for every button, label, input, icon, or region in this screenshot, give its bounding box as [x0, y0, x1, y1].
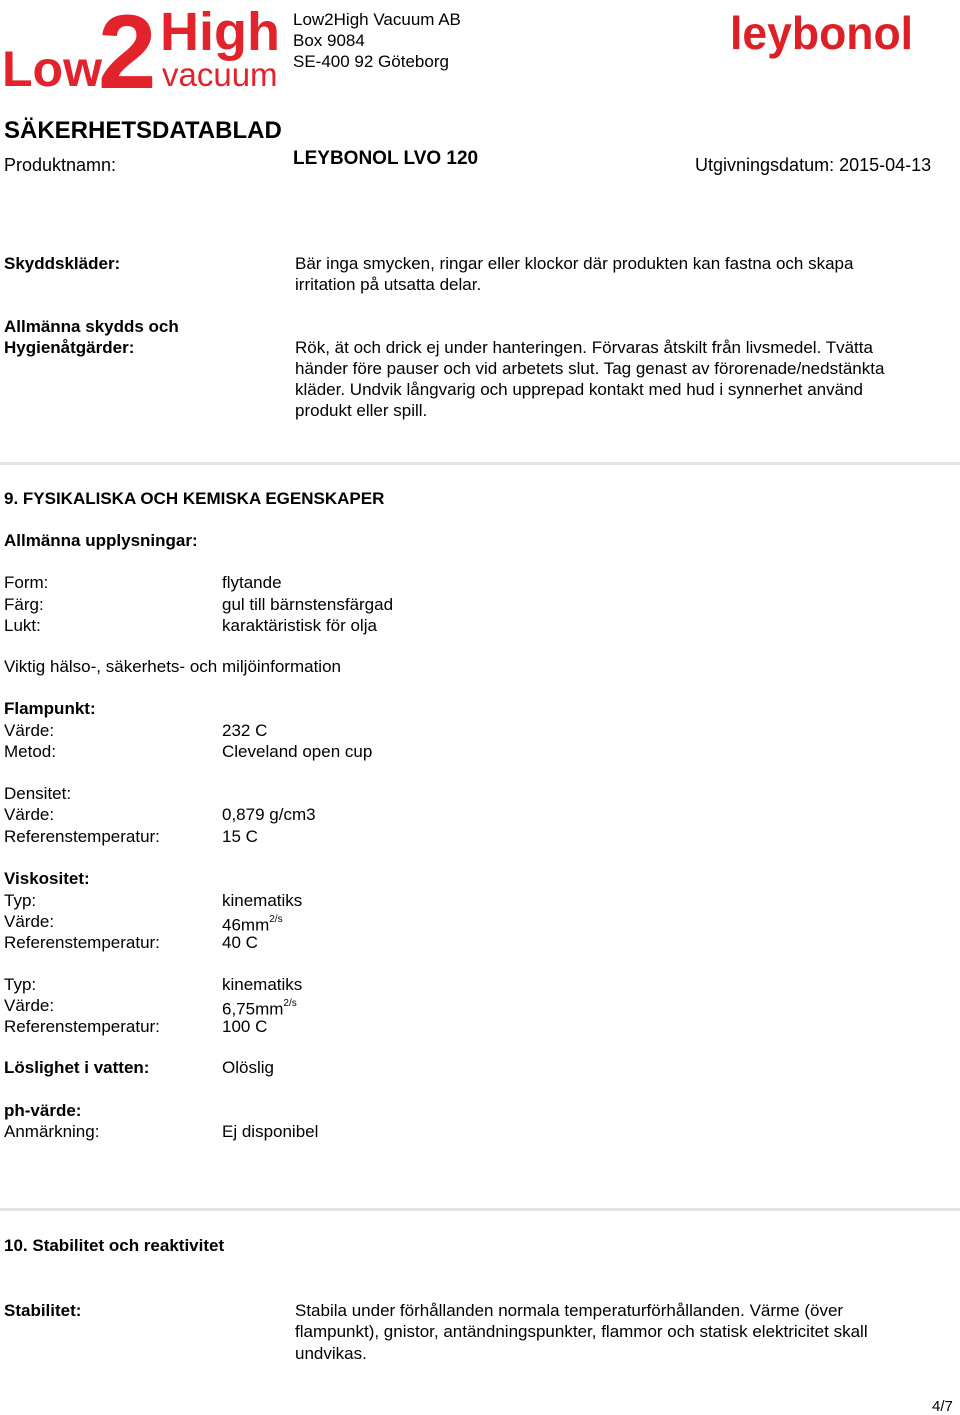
- clothing-text-line: irritation på utsatta delar.: [295, 275, 482, 294]
- viscosity-ref: 40 C: [222, 933, 258, 952]
- logo-vacuum-text: vacuum: [162, 56, 278, 93]
- flashpoint-heading: Flampunkt:: [4, 699, 96, 718]
- ph-heading: ph-värde:: [4, 1101, 82, 1120]
- general-info-heading: Allmänna upplysningar:: [4, 531, 198, 550]
- odor-value: karaktäristisk för olja: [222, 616, 377, 635]
- viscosity-ref-label: Referenstemperatur:: [4, 1017, 160, 1036]
- info-heading: Viktig hälso-, säkerhets- och miljöinformation: [4, 657, 341, 676]
- clothing-label: Skyddskläder:: [4, 254, 121, 273]
- hygiene-text-line: kläder. Undvik långvarig och upprepad kontakt med hud i synnerhet använd: [295, 380, 863, 399]
- hygiene-text-line: Rök, ät och drick ej under hanteringen. Förvaras åtskilt från livsmedel. Tvätta: [295, 338, 873, 357]
- solubility-value: Olöslig: [222, 1058, 274, 1077]
- viscosity-value-label: Värde:: [4, 912, 55, 931]
- viscosity-type-label: Typ:: [4, 891, 37, 910]
- density-ref-label: Referenstemperatur:: [4, 827, 160, 846]
- stability-text-line: undvikas.: [295, 1344, 367, 1363]
- low2high-logo: [0, 0, 285, 95]
- viscosity-type-label: Typ:: [4, 975, 37, 994]
- hygiene-label: Hygienåtgärder:: [4, 338, 135, 357]
- company-city: SE-400 92 Göteborg: [293, 52, 449, 71]
- stability-label: Stabilitet:: [4, 1301, 82, 1320]
- section9-title: 9. FYSIKALISKA OCH KEMISKA EGENSKAPER: [4, 489, 385, 508]
- document-title: SÄKERHETSDATABLAD: [4, 117, 282, 144]
- hygiene-text-line: händer före pauser och vid arbetets slut. Tag genast av förorenade/nedstänkta: [295, 359, 885, 378]
- color-value: gul till bärnstensfärgad: [222, 595, 394, 614]
- stability-text-line: Stabila under förhållanden normala temperaturförhållanden. Värme (över: [295, 1301, 844, 1320]
- ph-note-label: Anmärkning:: [4, 1122, 100, 1141]
- hygiene-text-line: produkt eller spill.: [295, 401, 428, 420]
- viscosity-value: $46mm^{2/s}$: [222, 914, 283, 935]
- viscosity-ref: 100 C: [222, 1017, 268, 1036]
- clothing-text-line: Bär inga smycken, ringar eller klockor där produkten kan fastna och skapa: [295, 254, 854, 273]
- logo-high-text: High: [160, 2, 280, 62]
- color-label: Färg:: [4, 595, 44, 614]
- form-label: Form:: [4, 573, 49, 592]
- section-divider: [0, 462, 960, 465]
- leybonol-logo: [728, 4, 918, 64]
- viscosity-unit-sup: 2/s: [269, 914, 283, 925]
- flashpoint-value: 232 C: [222, 721, 268, 740]
- density-heading: Densitet:: [4, 784, 72, 803]
- density-value: 0,879 g/cm3: [222, 805, 316, 824]
- viscosity-type: kinematiks: [222, 891, 303, 910]
- logo-low-text: Low: [2, 41, 102, 95]
- flashpoint-method-label: Metod:: [4, 742, 56, 761]
- viscosity-unit-sup: 2/s: [283, 998, 297, 1009]
- leybonol-text: leybonol: [730, 7, 913, 59]
- company-address: Box 9084: [293, 31, 365, 50]
- logo-2-text: 2: [98, 0, 157, 95]
- product-name: LEYBONOL LVO 120: [293, 148, 479, 169]
- density-value-label: Värde:: [4, 805, 55, 824]
- density-ref: 15 C: [222, 827, 258, 846]
- form-value: flytande: [222, 573, 282, 592]
- flashpoint-method: Cleveland open cup: [222, 742, 373, 761]
- company-name: Low2High Vacuum AB: [293, 10, 461, 29]
- section10-title: 10. Stabilitet och reaktivitet: [4, 1236, 225, 1255]
- viscosity-value: $6,75mm^{2/s}$: [222, 998, 297, 1019]
- product-label: Produktnamn:: [4, 155, 117, 175]
- issue-date: Utgivningsdatum: 2015-04-13: [695, 155, 932, 175]
- flashpoint-value-label: Värde:: [4, 721, 55, 740]
- stability-text-line: flampunkt), gnistor, antändningspunkter, flammor och statisk elektricitet skall: [295, 1322, 868, 1341]
- viscosity-value-label: Värde:: [4, 996, 55, 1015]
- solubility-label: Löslighet i vatten:: [4, 1058, 150, 1077]
- viscosity-type: kinematiks: [222, 975, 303, 994]
- odor-label: Lukt:: [4, 616, 41, 635]
- section-divider: [0, 1208, 960, 1211]
- viscosity-ref-label: Referenstemperatur:: [4, 933, 160, 952]
- page-number: 4/7: [932, 1398, 953, 1415]
- ph-note: Ej disponibel: [222, 1122, 319, 1141]
- hygiene-label: Allmänna skydds och: [4, 317, 179, 336]
- viscosity-heading: Viskositet:: [4, 869, 90, 888]
